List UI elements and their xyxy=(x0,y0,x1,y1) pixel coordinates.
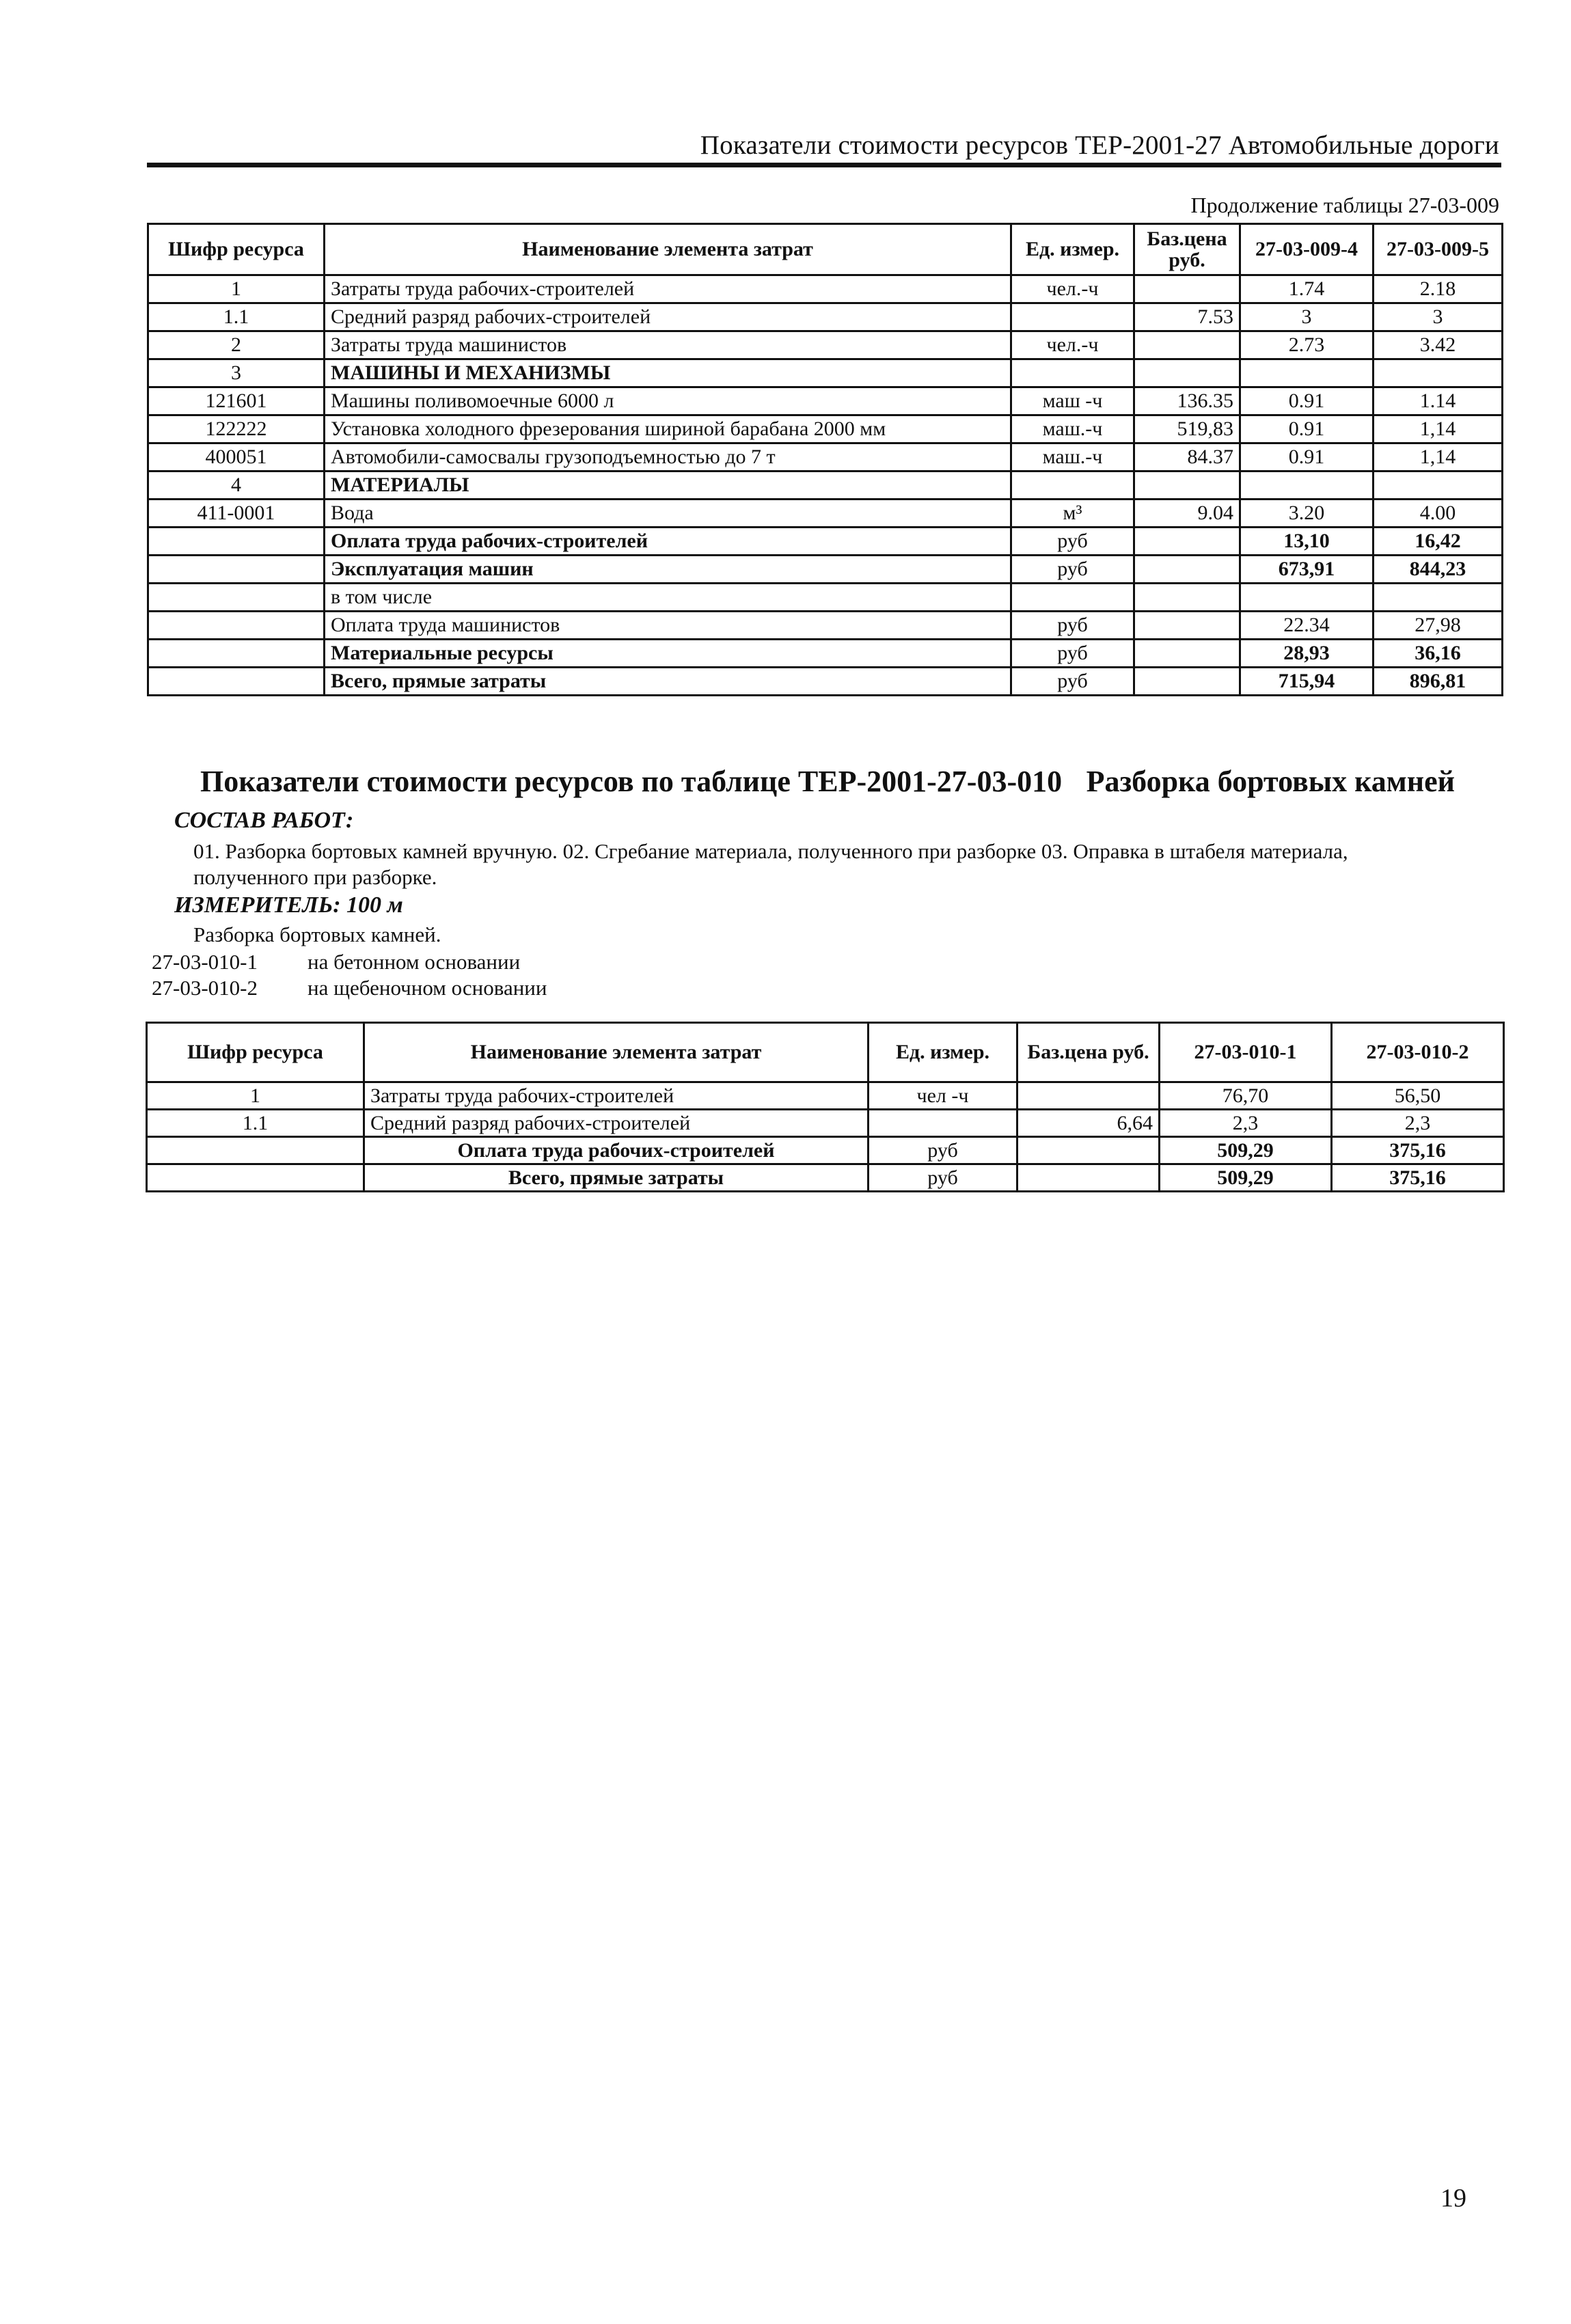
totals-row xyxy=(148,668,1503,696)
cell-code: 1.1 xyxy=(148,303,325,331)
total-name: в том числе xyxy=(325,584,1011,612)
total-v2: 896,81 xyxy=(1374,668,1503,696)
section-title-right: Разборка бортовых камней xyxy=(1086,765,1455,798)
cell-v1: 0.91 xyxy=(1240,415,1374,443)
cell-v2: 1,14 xyxy=(1374,443,1503,471)
measure-subtitle: Разборка бортовых камней. xyxy=(193,922,441,946)
cell-price: 84.37 xyxy=(1134,443,1240,471)
cell-code: 1 xyxy=(147,1082,364,1110)
item-code: 27-03-010-1 xyxy=(152,950,258,974)
table-continuation-note: Продолжение таблицы 27-03-009 xyxy=(1190,193,1499,217)
cell-unit: маш -ч xyxy=(1011,387,1134,415)
cell-price xyxy=(1134,471,1240,500)
totals-row xyxy=(148,640,1503,668)
header-rule xyxy=(147,163,1501,167)
total-v1: 673,91 xyxy=(1240,556,1374,584)
cell-blank xyxy=(147,1137,364,1164)
section-title-left: Показатели стоимости ресурсов по таблице ТЕР-2001-27-03-010 xyxy=(200,765,1063,798)
cell-price: 9.04 xyxy=(1134,500,1240,528)
total-v1: 22.34 xyxy=(1240,612,1374,640)
total-name: Оплата труда рабочих-строителей xyxy=(364,1137,869,1164)
cell-v1: 76,70 xyxy=(1160,1082,1332,1110)
total-name: Всего, прямые затраты xyxy=(364,1164,869,1192)
table-row xyxy=(148,275,1503,303)
total-v2: 27,98 xyxy=(1374,612,1503,640)
resource-table-27-03-010 xyxy=(146,1022,1505,1192)
total-v2: 375,16 xyxy=(1332,1164,1504,1192)
cell-unit xyxy=(1011,359,1134,387)
cell-blank xyxy=(1134,556,1240,584)
total-unit: руб xyxy=(1011,556,1134,584)
section-title xyxy=(200,764,1455,799)
totals-row xyxy=(148,584,1503,612)
cell-name: МАШИНЫ И МЕХАНИЗМЫ xyxy=(325,359,1011,387)
cell-blank xyxy=(1017,1164,1160,1192)
works-line-2: полученного при разборке. xyxy=(193,865,437,889)
cell-price: 519,83 xyxy=(1134,415,1240,443)
cell-unit xyxy=(869,1110,1017,1137)
works-label: СОСТАВ РАБОТ: xyxy=(174,808,354,833)
col-header-v2: 27-03-010-2 xyxy=(1332,1023,1504,1082)
cell-name: Средний разряд рабочих-строителей xyxy=(364,1110,869,1137)
cell-unit xyxy=(1011,303,1134,331)
col-header-code: Шифр ресурса xyxy=(148,224,325,275)
cell-name: Установка холодного фрезерования шириной барабана 2000 мм xyxy=(325,415,1011,443)
total-v1 xyxy=(1240,584,1374,612)
meter-label: ИЗМЕРИТЕЛЬ: 100 м xyxy=(174,892,403,918)
col-header-v2: 27-03-009-5 xyxy=(1374,224,1503,275)
col-header-name: Наименование элемента затрат xyxy=(364,1023,869,1082)
cell-code: 122222 xyxy=(148,415,325,443)
cell-code: 4 xyxy=(148,471,325,500)
total-unit: руб xyxy=(869,1137,1017,1164)
cell-v1: 3.20 xyxy=(1240,500,1374,528)
cell-v2: 3 xyxy=(1374,303,1503,331)
cell-blank xyxy=(148,668,325,696)
cell-name: Затраты труда рабочих-строителей xyxy=(325,275,1011,303)
total-unit: руб xyxy=(1011,640,1134,668)
cell-price xyxy=(1017,1082,1160,1110)
total-v1: 509,29 xyxy=(1160,1137,1332,1164)
table-row xyxy=(148,331,1503,359)
cell-unit: чел.-ч xyxy=(1011,331,1134,359)
cell-code: 1 xyxy=(148,275,325,303)
total-v2: 844,23 xyxy=(1374,556,1503,584)
total-v1: 13,10 xyxy=(1240,528,1374,556)
cell-v1: 0.91 xyxy=(1240,443,1374,471)
table-row xyxy=(147,1082,1504,1110)
cell-v1: 2.73 xyxy=(1240,331,1374,359)
cell-v2: 56,50 xyxy=(1332,1082,1504,1110)
resource-table-27-03-009 xyxy=(147,223,1503,696)
totals-row xyxy=(147,1137,1504,1164)
table-row xyxy=(148,387,1503,415)
col-header-v1: 27-03-009-4 xyxy=(1240,224,1374,275)
cell-unit: чел -ч xyxy=(869,1082,1017,1110)
total-name: Эксплуатация машин xyxy=(325,556,1011,584)
cell-blank xyxy=(1134,668,1240,696)
cell-blank xyxy=(148,640,325,668)
cell-name: Затраты труда рабочих-строителей xyxy=(364,1082,869,1110)
cell-code: 121601 xyxy=(148,387,325,415)
table-header-row xyxy=(147,1023,1504,1082)
cell-v2: 2.18 xyxy=(1374,275,1503,303)
cell-code: 3 xyxy=(148,359,325,387)
table-row xyxy=(148,303,1503,331)
works-line-1: 01. Разборка бортовых камней вручную. 02. Сгребание материала, полученного при разборке 03. Оправка в штабеля материала, xyxy=(193,839,1348,863)
cell-price: 6,64 xyxy=(1017,1110,1160,1137)
cell-blank xyxy=(1134,584,1240,612)
cell-name: МАТЕРИАЛЫ xyxy=(325,471,1011,500)
totals-row xyxy=(147,1164,1504,1192)
cell-blank xyxy=(1134,640,1240,668)
table-row xyxy=(148,443,1503,471)
cell-v2 xyxy=(1374,471,1503,500)
cell-blank xyxy=(148,584,325,612)
cell-blank xyxy=(147,1164,364,1192)
totals-row xyxy=(148,556,1503,584)
cell-v2: 1.14 xyxy=(1374,387,1503,415)
total-unit xyxy=(1011,584,1134,612)
total-name: Всего, прямые затраты xyxy=(325,668,1011,696)
total-v2 xyxy=(1374,584,1503,612)
cell-name: Вода xyxy=(325,500,1011,528)
total-name: Оплата труда машинистов xyxy=(325,612,1011,640)
page-header-title: Показатели стоимости ресурсов ТЕР-2001-27 Автомобильные дороги xyxy=(700,131,1499,160)
total-v2: 375,16 xyxy=(1332,1137,1504,1164)
cell-unit: чел.-ч xyxy=(1011,275,1134,303)
cell-v1 xyxy=(1240,359,1374,387)
cell-code: 411-0001 xyxy=(148,500,325,528)
cell-unit xyxy=(1011,471,1134,500)
table-row xyxy=(147,1110,1504,1137)
cell-name: Затраты труда машинистов xyxy=(325,331,1011,359)
cell-name: Автомобили-самосвалы грузоподъемностью до 7 т xyxy=(325,443,1011,471)
cell-v2: 2,3 xyxy=(1332,1110,1504,1137)
cell-price xyxy=(1134,331,1240,359)
cell-name: Машины поливомоечные 6000 л xyxy=(325,387,1011,415)
totals-row xyxy=(148,528,1503,556)
cell-v2: 1,14 xyxy=(1374,415,1503,443)
item-text: на щебеночном основании xyxy=(308,976,547,1000)
col-header-code: Шифр ресурса xyxy=(147,1023,364,1082)
total-v2: 36,16 xyxy=(1374,640,1503,668)
total-unit: руб xyxy=(869,1164,1017,1192)
cell-unit: маш.-ч xyxy=(1011,443,1134,471)
table-row xyxy=(148,500,1503,528)
total-name: Материальные ресурсы xyxy=(325,640,1011,668)
cell-price xyxy=(1134,275,1240,303)
cell-name: Средний разряд рабочих-строителей xyxy=(325,303,1011,331)
item-text: на бетонном основании xyxy=(308,950,521,974)
col-header-v1: 27-03-010-1 xyxy=(1160,1023,1332,1082)
total-v1: 715,94 xyxy=(1240,668,1374,696)
item-code: 27-03-010-2 xyxy=(152,976,258,1000)
cell-price: 7.53 xyxy=(1134,303,1240,331)
page-number: 19 xyxy=(1440,2184,1466,2213)
cell-blank xyxy=(1134,612,1240,640)
total-v2: 16,42 xyxy=(1374,528,1503,556)
cell-price xyxy=(1134,359,1240,387)
total-v1: 28,93 xyxy=(1240,640,1374,668)
col-header-unit: Ед. измер. xyxy=(1011,224,1134,275)
col-header-unit: Ед. измер. xyxy=(869,1023,1017,1082)
table-row xyxy=(148,415,1503,443)
cell-code: 2 xyxy=(148,331,325,359)
col-header-name: Наименование элемента затрат xyxy=(325,224,1011,275)
cell-v1: 3 xyxy=(1240,303,1374,331)
cell-unit: м³ xyxy=(1011,500,1134,528)
cell-blank xyxy=(1017,1137,1160,1164)
cell-v2: 4.00 xyxy=(1374,500,1503,528)
table-row-group-heading xyxy=(148,359,1503,387)
col-header-price: Баз.цена руб. xyxy=(1134,224,1240,275)
total-unit: руб xyxy=(1011,528,1134,556)
total-unit: руб xyxy=(1011,612,1134,640)
cell-v1: 1.74 xyxy=(1240,275,1374,303)
cell-blank xyxy=(148,612,325,640)
cell-v2: 3.42 xyxy=(1374,331,1503,359)
cell-code: 1.1 xyxy=(147,1110,364,1137)
total-name: Оплата труда рабочих-строителей xyxy=(325,528,1011,556)
total-v1: 509,29 xyxy=(1160,1164,1332,1192)
cell-blank xyxy=(148,528,325,556)
cell-price: 136.35 xyxy=(1134,387,1240,415)
cell-v1 xyxy=(1240,471,1374,500)
cell-blank xyxy=(148,556,325,584)
total-unit: руб xyxy=(1011,668,1134,696)
cell-unit: маш.-ч xyxy=(1011,415,1134,443)
cell-v2 xyxy=(1374,359,1503,387)
col-header-price: Баз.цена руб. xyxy=(1017,1023,1160,1082)
table-row-group-heading xyxy=(148,471,1503,500)
cell-blank xyxy=(1134,528,1240,556)
cell-v1: 2,3 xyxy=(1160,1110,1332,1137)
cell-code: 400051 xyxy=(148,443,325,471)
cell-v1: 0.91 xyxy=(1240,387,1374,415)
table-header-row xyxy=(148,224,1503,275)
totals-row xyxy=(148,612,1503,640)
